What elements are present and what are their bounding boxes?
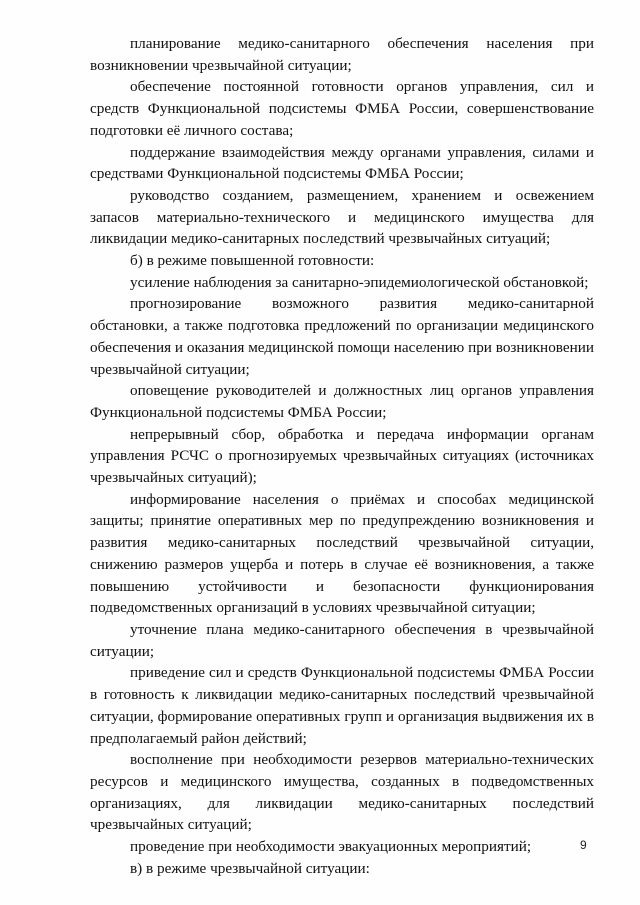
paragraph: обеспечение постоянной готовности органов управления, сил и средств Функциональной подсистемы ФМБА России, совершенствование подготовки её личного состава; <box>90 78 594 139</box>
paragraph: поддержание взаимодействия между органами управления, силами и средствами Функциональной подсистемы ФМБА России; <box>90 143 594 183</box>
document-body <box>90 33 594 879</box>
paragraph: планирование медико-санитарного обеспечения населения при возникновении чрезвычайной ситуации; <box>90 35 594 74</box>
paragraph: проведение при необходимости эвакуационных мероприятий; <box>130 838 532 856</box>
paragraph: усиление наблюдения за санитарно-эпидемиологической обстановкой; <box>130 273 589 291</box>
paragraph: информирование населения о приёмах и способах медицинской защиты; принятие оперативных мер по предупреждению возникновения и развития медико-санитарных последствий чрезвычайной ситуации, снижению размеров ущерба и потерь в случае её возникновения, а также повышению устойчивости и безопасности функционирования подведомственных организаций в условиях чрезвычайной ситуации; <box>90 490 594 617</box>
paragraph: прогнозирование возможного развития медико-санитарной обстановки, а также подготовка предложений по организации медицинского обеспечения и оказания медицинской помощи населению при возникновении чрезвычайной ситуации; <box>90 295 594 378</box>
paragraph: восполнение при необходимости резервов материально-технических ресурсов и медицинского имущества, созданных в подведомственных организациях, для ликвидации медико-санитарных последствий чрезвычайных ситуаций; <box>90 751 594 834</box>
paragraph: оповещение руководителей и должностных лиц органов управления Функциональной подсистемы ФМБА России; <box>90 382 594 421</box>
paragraph: непрерывный сбор, обработка и передача информации органам управления РСЧС о прогнозируемых чрезвычайных ситуациях (источниках чрезвычайных ситуаций); <box>90 425 594 487</box>
paragraph: приведение сил и средств Функциональной подсистемы ФМБА России в готовность к ликвидации медико-санитарных последствий чрезвычайной ситуации, формирование оперативных групп и организация выдвижения их в предполагаемый район действий; <box>90 664 594 747</box>
page-number: 9 <box>580 838 587 852</box>
paragraph: в) в режиме чрезвычайной ситуации: <box>130 859 370 877</box>
paragraph: уточнение плана медико-санитарного обеспечения в чрезвычайной ситуации; <box>90 620 594 660</box>
paragraph: руководство созданием, размещением, хранением и освежением запасов материально-технического и медицинского имущества для ликвидации медико-санитарных последствий чрезвычайных ситуаций; <box>90 186 594 248</box>
paragraph: б) в режиме повышенной готовности: <box>130 252 375 270</box>
